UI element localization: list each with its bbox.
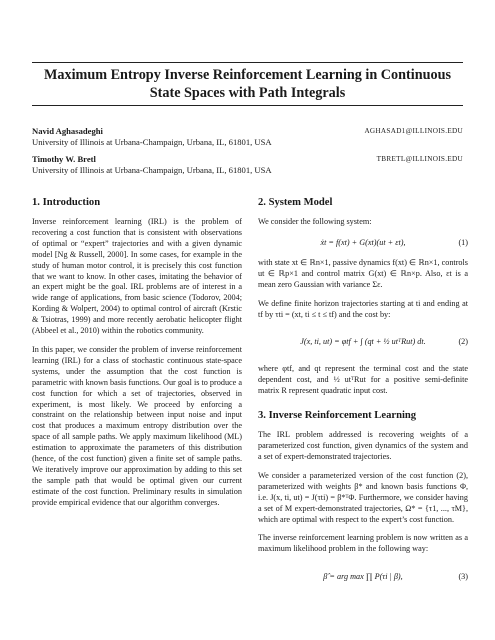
intro-paragraph-2: In this paper, we consider the problem of inverse reinforcement learning (IRL) for a class of stochastic continuous state-space systems, under the assumption that the cost function is parametric with known basis functions. Our goal is to produce a cost function for which a set of trajectories, observed in experiment, is most likely. We proceed by enforcing a constraint on the relationship between input noise and input cost that produces a maximum entropy distribution over the space of all sample paths. We apply maximum likelihood (ML) estimation to approximate the parameters of this distribution (hence, of the cost function) given a finite set of sample paths. We iteratively improve our approximation by adding to this set the sample path that would be optimal given our current estimate of the cost function. Preliminary results in simulation provide empirical evidence that our algorithm converges. bbox=[32, 344, 242, 507]
irl-paragraph-2: We consider a parameterized version of the cost function (2), parameterized with weights β* and known basis functions Φ, i.e. J(x, ti, ut) = J(τti) = β*ᵀΦ. Furthermore, we consider having a set of M expert-demonstrated trajectories, Ω* = {τ1, ..., τM}, which are optimal with respect to the expert’s cost function. bbox=[258, 470, 468, 524]
section-heading-system-model: 2. System Model bbox=[258, 197, 333, 208]
irl-paragraph-3: The inverse reinforcement learning problem is now written as a maximum likelihood problem in the following way: bbox=[258, 533, 468, 554]
author-email: TBRETL@ILLINOIS.EDU bbox=[376, 155, 463, 163]
section-heading-introduction: 1. Introduction bbox=[32, 197, 101, 208]
author-email: AGHASAD1@ILLINOIS.EDU bbox=[364, 127, 463, 135]
paper-title: Maximum Entropy Inverse Reinforcement Learning in Continuous State Spaces with Path Integrals bbox=[44, 67, 451, 101]
equation-2 bbox=[258, 328, 468, 356]
equation-3 bbox=[258, 563, 468, 591]
equation-1-number: (1) bbox=[458, 237, 468, 247]
system-paragraph-3: We define finite horizon trajectories starting at ti and ending at tf by τti = (xt, ti ≤ t ≤ tf) and the cost by: bbox=[258, 298, 468, 319]
author-affiliation: University of Illinois at Urbana-Champaign, Urbana, IL, 61801, USA bbox=[32, 165, 272, 175]
title-rule-top bbox=[32, 62, 463, 63]
irl-paragraph-1: The IRL problem addressed is recovering weights of a parameterized cost function, given dynamics of the system and a set of expert-demonstrated trajectories. bbox=[258, 430, 468, 461]
system-paragraph-2: with state xt ∈ ℝn×1, passive dynamics f(xt) ∈ ℝn×1, controls ut ∈ ℝp×1 and control matrix G(xt) ∈ ℝn×p. Also, εt is a mean zero Gaussian with variance Σε. bbox=[258, 257, 468, 289]
equation-2-number: (2) bbox=[458, 337, 468, 347]
equation-1 bbox=[258, 236, 468, 250]
author-affiliation: University of Illinois at Urbana-Champaign, Urbana, IL, 61801, USA bbox=[32, 137, 272, 147]
equation-3-body: β̂ = arg max ∏ P(τi | β), bbox=[323, 572, 403, 582]
author-name: Navid Aghasadeghi bbox=[32, 126, 103, 136]
right-column bbox=[258, 196, 468, 599]
author-block-2 bbox=[32, 154, 463, 176]
author-block-1 bbox=[32, 126, 463, 148]
equation-1-body: ẋt = f(xt) + G(xt)(ut + εt), bbox=[320, 237, 406, 247]
intro-paragraph-1: Inverse reinforcement learning (IRL) is the problem of recovering a cost function that is consistent with observations of optimal or “expert” trajectories and with a given dynamic model [Ng & Russell, 2000]. In some cases, for example in the study of human motor control, it is precisely this cost function that we want to know. In other cases, imitating the behavior of an expert might be the goal. IRL problems are of interest in a wide range of applications, from basic science (Todorov, 2004; Kording & Wolpert, 2004) to optimal control of aircraft (Krstic & Tsiotras, 1999) and more recently aerobatic helicopter flight (Abbeel et al., 2010) within the robotics community. bbox=[32, 217, 242, 336]
system-paragraph-1: We consider the following system: bbox=[258, 217, 372, 226]
section-heading-irl: 3. Inverse Reinforcement Learning bbox=[258, 410, 417, 422]
equation-2-body: J(x, ti, ut) = φtf + ∫ (qt + ½ utᵀRut) dt. bbox=[300, 337, 426, 347]
author-name: Timothy W. Bretl bbox=[32, 154, 96, 164]
equation-3-number: (3) bbox=[458, 572, 468, 582]
left-column bbox=[32, 196, 242, 517]
system-paragraph-4: where φtf, and qt represent the terminal cost and the state dependent cost, and ½ utᵀRut for a positive semi-definite matrix R represent quadratic input cost. bbox=[258, 364, 468, 396]
title-rule-bottom bbox=[32, 105, 463, 106]
